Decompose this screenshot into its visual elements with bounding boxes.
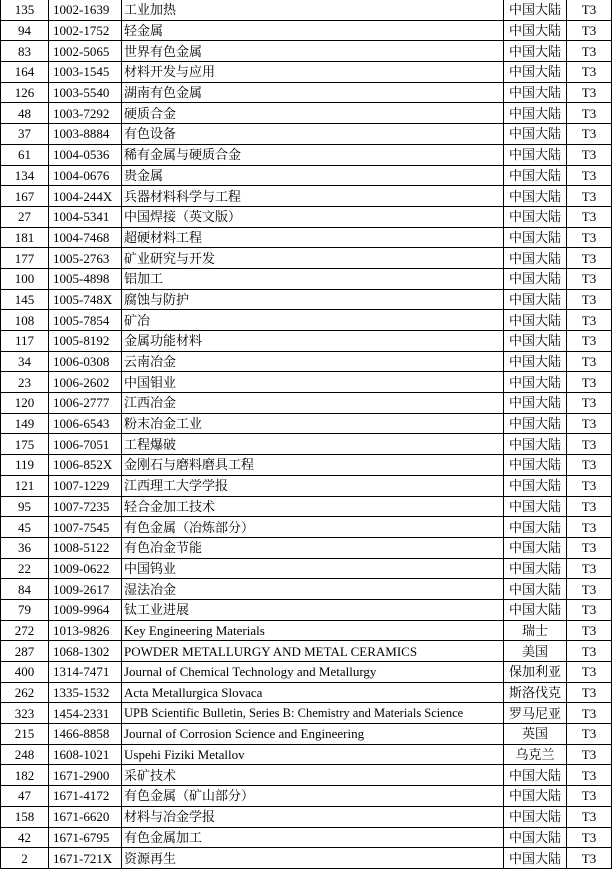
- table-row: [1, 517, 612, 538]
- region-cell: 中国大陆: [504, 62, 567, 83]
- tier-cell: T3: [567, 579, 612, 600]
- issn-cell: 1006-2777: [49, 393, 122, 414]
- table-row: [1, 62, 612, 83]
- issn-cell: 1009-2617: [49, 579, 122, 600]
- journal-title-cell: 矿业研究与开发: [122, 248, 504, 269]
- issn-cell: 1671-6620: [49, 806, 122, 827]
- rank-cell: 248: [1, 744, 49, 765]
- journal-title-cell: 有色设备: [122, 124, 504, 145]
- rank-cell: 23: [1, 372, 49, 393]
- tier-cell: T3: [567, 599, 612, 620]
- issn-cell: 1671-6795: [49, 827, 122, 848]
- rank-cell: 272: [1, 620, 49, 641]
- region-cell: 中国大陆: [504, 289, 567, 310]
- journal-title-cell: 中国焊接（英文版）: [122, 206, 504, 227]
- issn-cell: 1005-7854: [49, 310, 122, 331]
- journal-title-cell: 有色金属加工: [122, 827, 504, 848]
- tier-cell: T3: [567, 537, 612, 558]
- region-cell: 中国大陆: [504, 455, 567, 476]
- tier-cell: T3: [567, 41, 612, 62]
- table-row: [1, 682, 612, 703]
- table-row: [1, 744, 612, 765]
- rank-cell: 61: [1, 144, 49, 165]
- table-row: [1, 786, 612, 807]
- issn-cell: 1007-7545: [49, 517, 122, 538]
- region-cell: 中国大陆: [504, 331, 567, 352]
- region-cell: 中国大陆: [504, 310, 567, 331]
- journal-title-cell: 材料开发与应用: [122, 62, 504, 83]
- issn-cell: 1009-9964: [49, 599, 122, 620]
- tier-cell: T3: [567, 248, 612, 269]
- journal-title-cell: 轻合金加工技术: [122, 496, 504, 517]
- table-row: [1, 82, 612, 103]
- issn-cell: 1002-1752: [49, 20, 122, 41]
- issn-cell: 1003-8884: [49, 124, 122, 145]
- tier-cell: T3: [567, 351, 612, 372]
- issn-cell: 1608-1021: [49, 744, 122, 765]
- journal-title-cell: 工程爆破: [122, 434, 504, 455]
- table-row: [1, 765, 612, 786]
- table-row: [1, 662, 612, 683]
- rank-cell: 120: [1, 393, 49, 414]
- journal-title-cell: 稀有金属与硬质合金: [122, 144, 504, 165]
- tier-cell: T3: [567, 289, 612, 310]
- issn-cell: 1002-5065: [49, 41, 122, 62]
- rank-cell: 400: [1, 662, 49, 683]
- journal-title-cell: 金属功能材料: [122, 331, 504, 352]
- issn-cell: 1008-5122: [49, 537, 122, 558]
- tier-cell: T3: [567, 475, 612, 496]
- issn-cell: 1002-1639: [49, 0, 122, 20]
- tier-cell: T3: [567, 227, 612, 248]
- tier-cell: T3: [567, 744, 612, 765]
- rank-cell: 79: [1, 599, 49, 620]
- issn-cell: 1006-7051: [49, 434, 122, 455]
- journal-title-cell: Acta Metallurgica Slovaca: [122, 682, 504, 703]
- journal-title-cell: Key Engineering Materials: [122, 620, 504, 641]
- tier-cell: T3: [567, 620, 612, 641]
- table-row: [1, 0, 612, 20]
- rank-cell: 108: [1, 310, 49, 331]
- table-row: [1, 331, 612, 352]
- rank-cell: 42: [1, 827, 49, 848]
- table-row: [1, 806, 612, 827]
- table-row: [1, 455, 612, 476]
- table-row: [1, 620, 612, 641]
- region-cell: 中国大陆: [504, 124, 567, 145]
- rank-cell: 36: [1, 537, 49, 558]
- table-row: [1, 434, 612, 455]
- table-row: [1, 289, 612, 310]
- table-row: [1, 724, 612, 745]
- issn-cell: 1005-2763: [49, 248, 122, 269]
- journal-title-cell: 有色金属（冶炼部分）: [122, 517, 504, 538]
- region-cell: 中国大陆: [504, 165, 567, 186]
- table-row: [1, 227, 612, 248]
- journal-title-cell: 中国钨业: [122, 558, 504, 579]
- issn-cell: 1671-2900: [49, 765, 122, 786]
- tier-cell: T3: [567, 703, 612, 724]
- region-cell: 中国大陆: [504, 227, 567, 248]
- issn-cell: 1009-0622: [49, 558, 122, 579]
- journal-title-cell: 贵金属: [122, 165, 504, 186]
- tier-cell: T3: [567, 186, 612, 207]
- table-row: [1, 496, 612, 517]
- region-cell: 中国大陆: [504, 0, 567, 20]
- table-row: [1, 848, 612, 869]
- tier-cell: T3: [567, 434, 612, 455]
- rank-cell: 177: [1, 248, 49, 269]
- tier-cell: T3: [567, 268, 612, 289]
- tier-cell: T3: [567, 827, 612, 848]
- journal-title-cell: 铝加工: [122, 268, 504, 289]
- journal-title-cell: 资源再生: [122, 848, 504, 869]
- tier-cell: T3: [567, 517, 612, 538]
- tier-cell: T3: [567, 331, 612, 352]
- rank-cell: 323: [1, 703, 49, 724]
- table-row: [1, 393, 612, 414]
- region-cell: 中国大陆: [504, 82, 567, 103]
- region-cell: 中国大陆: [504, 558, 567, 579]
- journal-title-cell: 江西冶金: [122, 393, 504, 414]
- tier-cell: T3: [567, 662, 612, 683]
- table-row: [1, 124, 612, 145]
- table-row: [1, 268, 612, 289]
- region-cell: 中国大陆: [504, 848, 567, 869]
- region-cell: 瑞士: [504, 620, 567, 641]
- table-row: [1, 372, 612, 393]
- rank-cell: 84: [1, 579, 49, 600]
- journal-title-cell: Journal of Corrosion Science and Engineering: [122, 724, 504, 745]
- region-cell: 中国大陆: [504, 786, 567, 807]
- table-row: [1, 827, 612, 848]
- issn-cell: 1005-748X: [49, 289, 122, 310]
- region-cell: 保加利亚: [504, 662, 567, 683]
- tier-cell: T3: [567, 682, 612, 703]
- rank-cell: 145: [1, 289, 49, 310]
- tier-cell: T3: [567, 641, 612, 662]
- rank-cell: 34: [1, 351, 49, 372]
- journal-title-cell: UPB Scientific Bulletin, Series B: Chemistry and Materials Science: [122, 703, 504, 724]
- region-cell: 中国大陆: [504, 579, 567, 600]
- table-row: [1, 248, 612, 269]
- region-cell: 罗马尼亚: [504, 703, 567, 724]
- rank-cell: 117: [1, 331, 49, 352]
- rank-cell: 48: [1, 103, 49, 124]
- issn-cell: 1006-2602: [49, 372, 122, 393]
- rank-cell: 27: [1, 206, 49, 227]
- tier-cell: T3: [567, 496, 612, 517]
- table-row: [1, 310, 612, 331]
- issn-cell: 1003-5540: [49, 82, 122, 103]
- journal-title-cell: 矿冶: [122, 310, 504, 331]
- table-row: [1, 703, 612, 724]
- region-cell: 中国大陆: [504, 186, 567, 207]
- rank-cell: 22: [1, 558, 49, 579]
- region-cell: 美国: [504, 641, 567, 662]
- journal-title-cell: 世界有色金属: [122, 41, 504, 62]
- table-row: [1, 579, 612, 600]
- journal-title-cell: 有色冶金节能: [122, 537, 504, 558]
- tier-cell: T3: [567, 62, 612, 83]
- table-row: [1, 165, 612, 186]
- journal-table-body: [1, 0, 612, 868]
- tier-cell: T3: [567, 413, 612, 434]
- tier-cell: T3: [567, 20, 612, 41]
- table-row: [1, 144, 612, 165]
- issn-cell: 1454-2331: [49, 703, 122, 724]
- region-cell: 中国大陆: [504, 248, 567, 269]
- issn-cell: 1013-9826: [49, 620, 122, 641]
- table-row: [1, 641, 612, 662]
- tier-cell: T3: [567, 372, 612, 393]
- region-cell: 中国大陆: [504, 599, 567, 620]
- rank-cell: 215: [1, 724, 49, 745]
- rank-cell: 45: [1, 517, 49, 538]
- rank-cell: 94: [1, 20, 49, 41]
- journal-title-cell: POWDER METALLURGY AND METAL CERAMICS: [122, 641, 504, 662]
- table-row: [1, 351, 612, 372]
- rank-cell: 182: [1, 765, 49, 786]
- journal-title-cell: 钛工业进展: [122, 599, 504, 620]
- rank-cell: 37: [1, 124, 49, 145]
- rank-cell: 100: [1, 268, 49, 289]
- region-cell: 中国大陆: [504, 372, 567, 393]
- issn-cell: 1671-721X: [49, 848, 122, 869]
- rank-cell: 149: [1, 413, 49, 434]
- issn-cell: 1005-4898: [49, 268, 122, 289]
- journal-title-cell: 中国钼业: [122, 372, 504, 393]
- issn-cell: 1003-7292: [49, 103, 122, 124]
- rank-cell: 181: [1, 227, 49, 248]
- table-row: [1, 103, 612, 124]
- rank-cell: 47: [1, 786, 49, 807]
- journal-title-cell: 轻金属: [122, 20, 504, 41]
- region-cell: 中国大陆: [504, 827, 567, 848]
- region-cell: 中国大陆: [504, 268, 567, 289]
- journal-title-cell: 材料与冶金学报: [122, 806, 504, 827]
- rank-cell: 95: [1, 496, 49, 517]
- journal-title-cell: 超硬材料工程: [122, 227, 504, 248]
- region-cell: 中国大陆: [504, 434, 567, 455]
- journal-title-cell: 兵器材料科学与工程: [122, 186, 504, 207]
- tier-cell: T3: [567, 103, 612, 124]
- region-cell: 乌克兰: [504, 744, 567, 765]
- rank-cell: 167: [1, 186, 49, 207]
- rank-cell: 262: [1, 682, 49, 703]
- tier-cell: T3: [567, 393, 612, 414]
- journal-title-cell: 湖南有色金属: [122, 82, 504, 103]
- region-cell: 斯洛伐克: [504, 682, 567, 703]
- issn-cell: 1335-1532: [49, 682, 122, 703]
- region-cell: 中国大陆: [504, 806, 567, 827]
- rank-cell: 134: [1, 165, 49, 186]
- journal-title-cell: 腐蚀与防护: [122, 289, 504, 310]
- region-cell: 中国大陆: [504, 103, 567, 124]
- issn-cell: 1314-7471: [49, 662, 122, 683]
- tier-cell: T3: [567, 455, 612, 476]
- region-cell: 中国大陆: [504, 20, 567, 41]
- table-row: [1, 20, 612, 41]
- issn-cell: 1007-7235: [49, 496, 122, 517]
- region-cell: 中国大陆: [504, 206, 567, 227]
- tier-cell: T3: [567, 124, 612, 145]
- issn-cell: 1006-852X: [49, 455, 122, 476]
- table-row: [1, 413, 612, 434]
- journal-title-cell: Journal of Chemical Technology and Metallurgy: [122, 662, 504, 683]
- journal-title-cell: 湿法冶金: [122, 579, 504, 600]
- issn-cell: 1004-244X: [49, 186, 122, 207]
- issn-cell: 1466-8858: [49, 724, 122, 745]
- issn-cell: 1007-1229: [49, 475, 122, 496]
- journal-title-cell: 硬质合金: [122, 103, 504, 124]
- tier-cell: T3: [567, 82, 612, 103]
- rank-cell: 126: [1, 82, 49, 103]
- issn-cell: 1004-0676: [49, 165, 122, 186]
- table-row: [1, 41, 612, 62]
- issn-cell: 1004-0536: [49, 144, 122, 165]
- table-row: [1, 186, 612, 207]
- tier-cell: T3: [567, 144, 612, 165]
- tier-cell: T3: [567, 206, 612, 227]
- rank-cell: 83: [1, 41, 49, 62]
- issn-cell: 1004-5341: [49, 206, 122, 227]
- region-cell: 中国大陆: [504, 475, 567, 496]
- journal-title-cell: 工业加热: [122, 0, 504, 20]
- issn-cell: 1068-1302: [49, 641, 122, 662]
- journal-title-cell: Uspehi Fiziki Metallov: [122, 744, 504, 765]
- rank-cell: 121: [1, 475, 49, 496]
- table-row: [1, 599, 612, 620]
- journal-title-cell: 云南冶金: [122, 351, 504, 372]
- tier-cell: T3: [567, 765, 612, 786]
- rank-cell: 175: [1, 434, 49, 455]
- table-row: [1, 537, 612, 558]
- issn-cell: 1005-8192: [49, 331, 122, 352]
- rank-cell: 135: [1, 0, 49, 20]
- rank-cell: 287: [1, 641, 49, 662]
- region-cell: 中国大陆: [504, 537, 567, 558]
- region-cell: 中国大陆: [504, 413, 567, 434]
- journal-title-cell: 金刚石与磨料磨具工程: [122, 455, 504, 476]
- tier-cell: T3: [567, 165, 612, 186]
- table-row: [1, 558, 612, 579]
- region-cell: 中国大陆: [504, 765, 567, 786]
- region-cell: 英国: [504, 724, 567, 745]
- journal-title-cell: 江西理工大学学报: [122, 475, 504, 496]
- rank-cell: 158: [1, 806, 49, 827]
- region-cell: 中国大陆: [504, 351, 567, 372]
- region-cell: 中国大陆: [504, 393, 567, 414]
- tier-cell: T3: [567, 724, 612, 745]
- region-cell: 中国大陆: [504, 496, 567, 517]
- tier-cell: T3: [567, 558, 612, 579]
- issn-cell: 1006-0308: [49, 351, 122, 372]
- rank-cell: 119: [1, 455, 49, 476]
- journal-title-cell: 有色金属（矿山部分）: [122, 786, 504, 807]
- tier-cell: T3: [567, 806, 612, 827]
- journal-title-cell: 采矿技术: [122, 765, 504, 786]
- table-row: [1, 475, 612, 496]
- tier-cell: T3: [567, 310, 612, 331]
- tier-cell: T3: [567, 786, 612, 807]
- tier-cell: T3: [567, 848, 612, 869]
- issn-cell: 1006-6543: [49, 413, 122, 434]
- issn-cell: 1003-1545: [49, 62, 122, 83]
- rank-cell: 2: [1, 848, 49, 869]
- rank-cell: 164: [1, 62, 49, 83]
- issn-cell: 1671-4172: [49, 786, 122, 807]
- region-cell: 中国大陆: [504, 517, 567, 538]
- issn-cell: 1004-7468: [49, 227, 122, 248]
- tier-cell: T3: [567, 0, 612, 20]
- region-cell: 中国大陆: [504, 144, 567, 165]
- region-cell: 中国大陆: [504, 41, 567, 62]
- journal-title-cell: 粉末冶金工业: [122, 413, 504, 434]
- table-row: [1, 206, 612, 227]
